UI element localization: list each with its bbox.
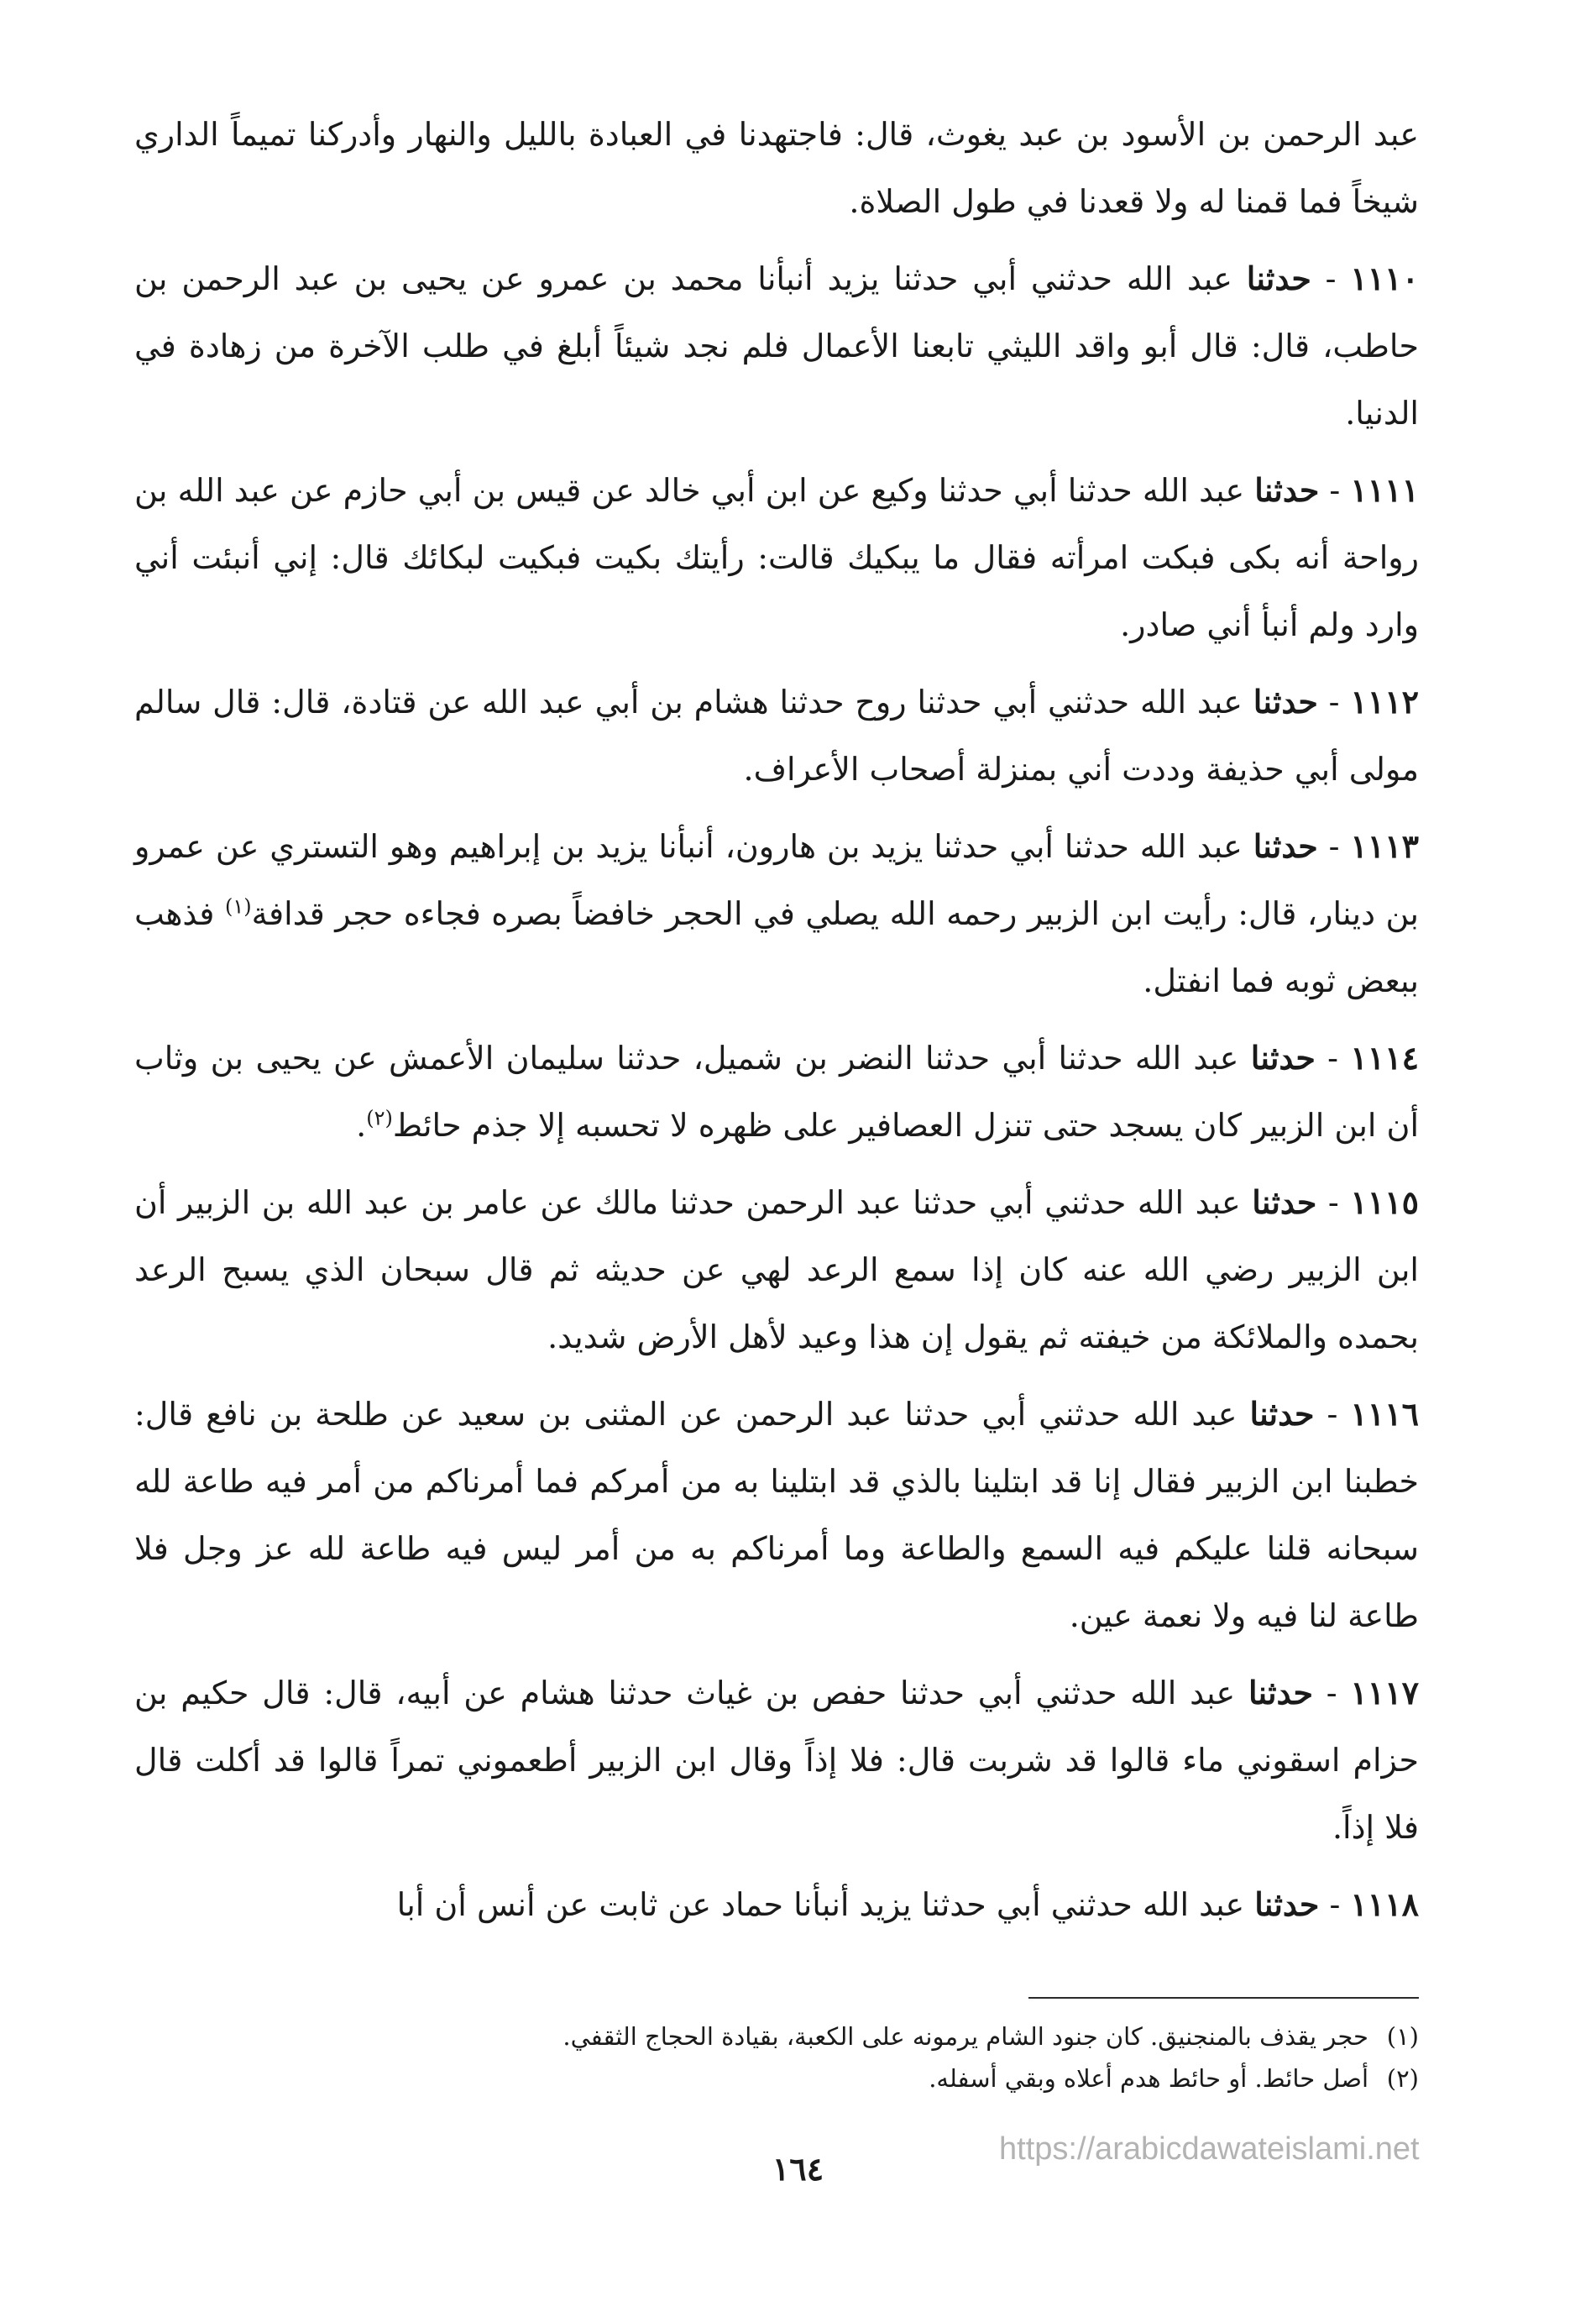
hadith-keyword: حدثنا	[1248, 1674, 1313, 1711]
hadith-1112: ١١١٢ - حدثنا عبد الله حدثني أبي حدثنا روح حدثنا هشام بن أبي عبد الله عن قتادة، قال: قال سالم مولى أبي حذيفة وددت أني بمنزلة أصحاب الأعراف.	[134, 683, 1419, 788]
hadith-text: عبد الله حدثني أبي حدثنا يزيد أنبأنا محمد بن عمرو عن يحيى بن عبد الرحمن بن حاطب، قال: قال أبو واقد الليثي تابعنا الأعمال فلم نجد شيئاً أبلغ في طلب الآخرة من زهادة في الدنيا.	[134, 260, 1419, 432]
footnote-reference[interactable]: (٢)	[366, 1106, 393, 1130]
hadith-text-block	[134, 101, 1419, 1948]
hadith-text: عبد الله حدثنا أبي حدثنا وكيع عن ابن أبي خالد عن قيس بن أبي حازم عن عبد الله بن رواحة أنه بكى فبكت امرأته فقال ما يبكيك قالت: رأيتك بكيت فبكيت لبكائك قال: إني أنبئت أني وارد ولم أنبأ أني صادر.	[134, 472, 1419, 643]
hadith-text: عبد الله حدثني أبي حدثنا عبد الرحمن عن المثنى بن سعيد عن طلحة بن نافع قال: خطبنا ابن الزبير فقال إنا قد ابتلينا بالذي قد ابتلينا به من أمركم فما أمرناكم من أمر فيه طاعة لله سبحانه قلنا عليكم فيه السمع والطاعة وما أمرناكم به من أمر ليس فيه طاعة لله عز وجل فلا طاعة لنا فيه ولا نعمة عين.	[134, 1396, 1419, 1634]
paragraph-continuation	[134, 101, 1419, 235]
hadith-number: ١١١٨	[1350, 1885, 1419, 1923]
watermark-url: https://arabicdawateislami.net	[999, 2131, 1420, 2167]
hadith-text: عبد الله حدثني أبي حدثنا عبد الرحمن حدثنا مالك عن عامر بن عبد الله بن الزبير أن ابن الزبير رضي الله عنه كان إذا سمع الرعد لهي عن حديثه ثم قال سبحان الذي يسبح الرعد بحمده والملائكة من خيفته ثم يقول إن هذا وعيد لأهل الأرض شديد.	[134, 1184, 1419, 1355]
hadith-keyword: حدثنا	[1249, 1395, 1315, 1433]
hadith-number: ١١١٧	[1350, 1674, 1419, 1711]
hadith-text: عبد الله حدثنا أبي حدثنا النضر بن شميل، حدثنا سليمان الأعمش عن يحيى بن وثاب أن ابن الزبير كان يسجد حتى تنزل العصافير على ظهره لا تحسبه إلا جذم حائط	[134, 1040, 1419, 1144]
hadith-1115: ١١١٥ - حدثنا عبد الله حدثني أبي حدثنا عبد الرحمن حدثنا مالك عن عامر بن عبد الله بن الزبير أن ابن الزبير رضي الله عنه كان إذا سمع الرعد لهي عن حديثه ثم قال سبحان الذي يسبح الرعد بحمده والملائكة من خيفته ثم يقول إن هذا وعيد لأهل الأرض شديد.	[134, 1183, 1419, 1355]
hadith-number: ١١١٠	[1350, 259, 1419, 297]
hadith-text: عبد الله حدثني أبي حدثنا حفص بن غياث حدثنا هشام عن أبيه، قال: قال حكيم بن حزام اسقوني ماء قالوا قد شربت قال: فلا إذاً وقال ابن الزبير أطعموني تمراً قالوا قد أكلت قال فلا إذاً.	[134, 1675, 1419, 1846]
hadith-number: ١١١٣	[1350, 827, 1419, 865]
footnote-text: أصل حائط. أو حائط هدم أعلاه وبقي أسفله.	[929, 2064, 1368, 2093]
hadith-keyword: حدثنا	[1246, 259, 1311, 297]
footnotes-block	[134, 2015, 1419, 2099]
hadith-1113: ١١١٣ - حدثنا عبد الله حدثنا أبي حدثنا يزيد بن هارون، أنبأنا يزيد بن إبراهيم وهو التستري عن عمرو بن دينار، قال: رأيت ابن الزبير رحمه الله يصلي في الحجر خافضاً بصره فجاءه حجر قدافة$^{(١)}$ فذهب ببعض ثوبه فما انفتل.	[134, 827, 1419, 999]
hadith-1117: ١١١٧ - حدثنا عبد الله حدثني أبي حدثنا حفص بن غياث حدثنا هشام عن أبيه، قال: قال حكيم بن حزام اسقوني ماء قالوا قد شربت قال: فلا إذاً وقال ابن الزبير أطعموني تمراً قالوا قد أكلت قال فلا إذاً.	[134, 1674, 1419, 1846]
footnote-divider	[1028, 1997, 1419, 1999]
footnote-2	[134, 2057, 1419, 2099]
hadith-number: ١١١٤	[1350, 1039, 1419, 1077]
hadith-text: عبد الله حدثنا أبي حدثنا يزيد بن هارون، أنبأنا يزيد بن إبراهيم وهو التستري عن عمرو بن دينار، قال: رأيت ابن الزبير رحمه الله يصلي في الحجر خافضاً بصره فجاءه حجر قدافة	[134, 828, 1419, 932]
hadith-keyword: حدثنا	[1250, 1039, 1316, 1077]
hadith-1111: ١١١١ - حدثنا عبد الله حدثنا أبي حدثنا وكيع عن ابن أبي خالد عن قيس بن أبي حازم عن عبد الله بن رواحة أنه بكى فبكت امرأته فقال ما يبكيك قالت: رأيتك بكيت فبكيت لبكائك قال: إني أنبئت أني وارد ولم أنبأ أني صادر.	[134, 471, 1419, 643]
footnote-1	[134, 2015, 1419, 2057]
hadith-text: عبد الله حدثني أبي حدثنا يزيد أنبأنا حماد عن ثابت عن أنس أن أبا	[396, 1886, 1245, 1923]
hadith-1116: ١١١٦ - حدثنا عبد الله حدثني أبي حدثنا عبد الرحمن عن المثنى بن سعيد عن طلحة بن نافع قال: خطبنا ابن الزبير فقال إنا قد ابتلينا بالذي قد ابتلينا به من أمركم فما أمرناكم من أمر فيه طاعة لله سبحانه قلنا عليكم فيه السمع والطاعة وما أمرناكم به من أمر ليس فيه طاعة لله عز وجل فلا طاعة لنا فيه ولا نعمة عين.	[134, 1395, 1419, 1634]
hadith-number: ١١١١	[1350, 471, 1419, 509]
hadith-text: عبد الله حدثني أبي حدثنا روح حدثنا هشام بن أبي عبد الله عن قتادة، قال: قال سالم مولى أبي حذيفة وددت أني بمنزلة أصحاب الأعراف.	[134, 684, 1419, 788]
hadith-text-continued: .	[356, 1107, 367, 1144]
hadith-1118: ١١١٨ - حدثنا عبد الله حدثني أبي حدثنا يزيد أنبأنا حماد عن ثابت عن أنس أن أبا	[396, 1885, 1419, 1923]
hadith-keyword: حدثنا	[1253, 827, 1318, 865]
hadith-number: ١١١٥	[1350, 1183, 1419, 1221]
page-number: ١٦٤	[772, 2150, 824, 2188]
hadith-number: ١١١٢	[1350, 683, 1419, 721]
hadith-keyword: حدثنا	[1252, 1183, 1317, 1221]
footnote-number: (١)	[1386, 2022, 1419, 2051]
footnote-reference[interactable]: (١)	[224, 894, 252, 919]
hadith-keyword: حدثنا	[1253, 683, 1318, 721]
footnote-number: (٢)	[1386, 2064, 1419, 2093]
hadith-1114: ١١١٤ - حدثنا عبد الله حدثنا أبي حدثنا النضر بن شميل، حدثنا سليمان الأعمش عن يحيى بن وثاب أن ابن الزبير كان يسجد حتى تنزل العصافير على ظهره لا تحسبه إلا جذم حائط$^{(٢)}$.	[134, 1039, 1419, 1144]
hadith-keyword: حدثنا	[1254, 471, 1320, 509]
hadith-keyword: حدثنا	[1254, 1885, 1320, 1923]
hadith-1110: ١١١٠ - حدثنا عبد الله حدثني أبي حدثنا يزيد أنبأنا محمد بن عمرو عن يحيى بن عبد الرحمن بن حاطب، قال: قال أبو واقد الليثي تابعنا الأعمال فلم نجد شيئاً أبلغ في طلب الآخرة من زهادة في الدنيا.	[134, 259, 1419, 432]
paragraph-text: عبد الرحمن بن الأسود بن عبد يغوث، قال: فاجتهدنا في العبادة بالليل والنهار وأدركنا تميماً الداري شيخاً فما قمنا له ولا قعدنا في طول الصلاة.	[134, 116, 1419, 220]
hadith-text-continued: فذهب ببعض ثوبه فما انفتل.	[134, 895, 1419, 999]
hadith-number: ١١١٦	[1350, 1395, 1419, 1433]
footnote-text: حجر يقذف بالمنجنيق. كان جنود الشام يرمونه على الكعبة، بقيادة الحجاج الثقفي.	[563, 2022, 1368, 2051]
